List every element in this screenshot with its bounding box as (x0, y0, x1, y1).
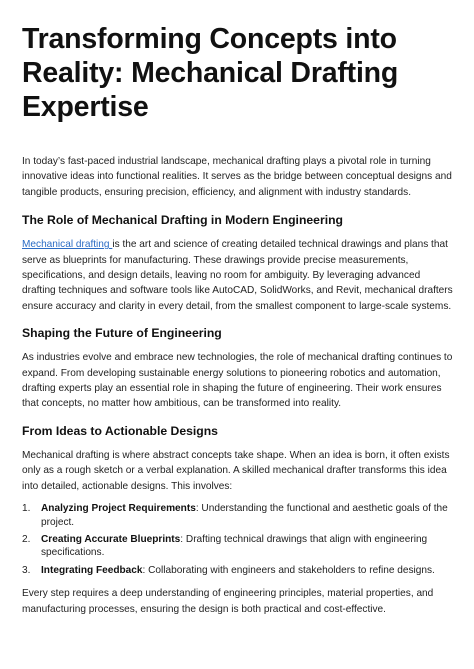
list-item-number: 2. (22, 533, 31, 545)
list-item-number: 3. (22, 564, 31, 576)
list-item-term: Integrating Feedback (41, 564, 143, 576)
list-item-term: Analyzing Project Requirements (41, 503, 196, 515)
list-item (22, 533, 454, 560)
section-heading-shaping: Shaping the Future of Engineering (22, 326, 222, 341)
list-item-term: Creating Accurate Blueprints (41, 533, 181, 545)
section-paragraph-shaping: As industries evolve and embrace new technologies, the role of mechanical drafting continues to expand. From developing sustainable energy solutions to pioneering robotics and automation, drafting experts play an essential role in shaping the future of engineering. Their work ensures that concepts, no matter how ambitious, can be transformed into reality. (22, 352, 453, 410)
section-paragraph-ideas: Mechanical drafting is where abstract concepts take shape. When an idea is born, it often exists only as a rough sketch or a verbal explanation. A skilled mechanical drafter transforms this idea into detailed, actionable designs. This involves: (22, 449, 450, 492)
closing-paragraph: Every step requires a deep understanding of engineering principles, material properties, and manufacturing processes, ensuring the design is both practical and cost-effective. (22, 588, 434, 615)
role-body-text: is the art and science of creating detailed technical drawings and plans that serve as blueprints for manufacturing. These drawings provide precise measurements, specifications, and design details, leaving no room for ambiguity. By leveraging advanced drafting techniques and software tools like AutoCAD, SolidWorks, and Revit, mechanical drafters ensure accuracy and clarity in every detail, from the smallest component to large-scale systems. (22, 239, 453, 312)
page-title: Transforming Concepts into Reality: Mechanical Drafting Expertise (22, 23, 399, 123)
section-heading-role: The Role of Mechanical Drafting in Modern Engineering (22, 213, 343, 228)
list-item (22, 502, 454, 529)
intro-paragraph: In today’s fast-paced industrial landscape, mechanical drafting plays a pivotal role in turning innovative ideas into functional realities. It serves as the bridge between conceptual designs and tangible products, ensuring precision, efficiency, and alignment with industry standards. (22, 156, 452, 198)
steps-list (22, 502, 454, 577)
list-item-text: : Drafting technical drawings that align with engineering specifications. (41, 533, 428, 559)
mechanical-drafting-link[interactable]: Mechanical drafting (22, 239, 113, 251)
list-item-text: : Understanding the functional and aesthetic goals of the project. (41, 503, 448, 528)
section-paragraph-role (22, 237, 454, 314)
list-item-number: 1. (22, 503, 31, 515)
list-item-text: : Collaborating with engineers and stakeholders to refine designs. (142, 564, 435, 576)
section-heading-ideas: From Ideas to Actionable Designs (22, 423, 218, 438)
list-item (22, 564, 454, 577)
document-page (22, 22, 454, 617)
